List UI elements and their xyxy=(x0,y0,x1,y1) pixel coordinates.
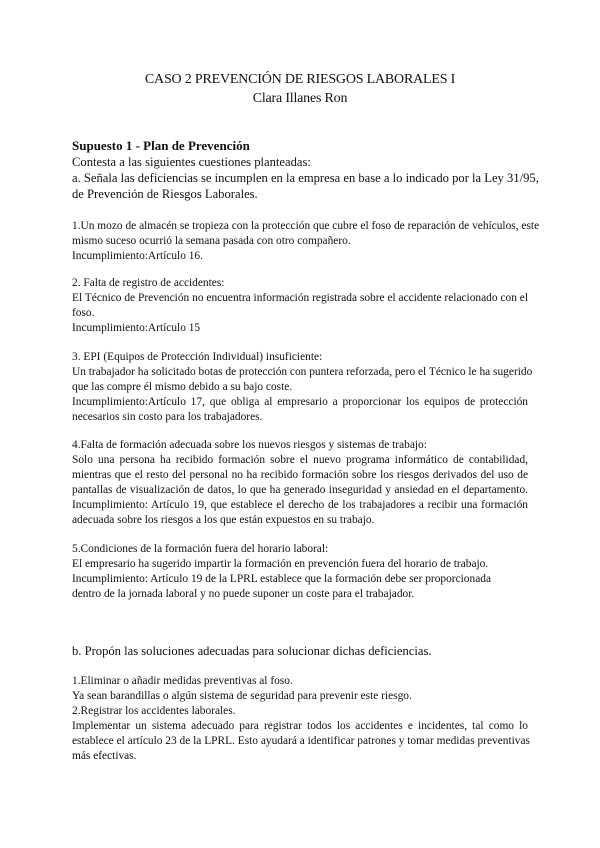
item-3-line: que las compre él mismo debido a su bajo coste. xyxy=(72,381,293,393)
item-4-line: adecuada sobre los riesgos a los que están expuestos en su trabajo. xyxy=(72,514,375,526)
item-4-line: 4.Falta de formación adecuada sobre los nuevos riesgos y sistemas de trabajo: xyxy=(72,439,427,451)
item-1-line: 1.Un mozo de almacén se tropieza con la protección que cubre el foso de reparación de vehículos, este xyxy=(72,220,540,232)
question-a-line: de Prevención de Riesgos Laborales. xyxy=(72,187,258,201)
item-3-line: Incumplimiento:Artículo 17, que obliga al empresario a proporcionar los equipos de protección xyxy=(72,396,528,408)
item-2-line: 2. Falta de registro de accidentes: xyxy=(72,277,225,289)
intro-text: Contesta a las siguientes cuestiones planteadas: xyxy=(72,155,311,169)
item-1-line: Incumplimiento:Artículo 16. xyxy=(72,250,203,262)
item-5-line: 5.Condiciones de la formación fuera del horario laboral: xyxy=(72,543,329,555)
section-heading: Supuesto 1 - Plan de Prevención xyxy=(72,138,250,153)
document-title: CASO 2 PREVENCIÓN DE RIESGOS LABORALES I xyxy=(144,72,456,87)
item-5-line: Incumplimiento: Artículo 19 de la LPRL establece que la formación debe ser proporcionada xyxy=(72,573,491,585)
item-2-line: Incumplimiento:Artículo 15 xyxy=(72,322,201,334)
item-3-line: Un trabajador ha solicitado botas de protección con puntera reforzada, pero el Técnico le ha sugerido xyxy=(72,366,533,378)
item-4-line: Incumplimiento: Artículo 19, que establece el derecho de los trabajadores a recibir una formación xyxy=(72,499,528,511)
item-4-line: Solo una persona ha recibido formación sobre el nuevo programa informático de contabilidad, xyxy=(72,454,528,466)
item-5-line: El empresario ha sugerido impartir la formación en prevención fuera del horario de trabajo. xyxy=(72,558,489,570)
document-author: Clara Illanes Ron xyxy=(252,91,348,106)
solution-line: 2.Registrar los accidentes laborales. xyxy=(72,705,236,717)
item-3-line: necesarios sin costo para los trabajadores. xyxy=(72,411,263,423)
solution-line: Implementar un sistema adecuado para registrar todos los accidentes e incidentes, tal como lo xyxy=(72,720,528,732)
item-4-line: mientras que el resto del personal no ha recibido formación sobre los riesgos derivados del uso de xyxy=(72,469,528,481)
item-5-line: dentro de la jornada laboral y no puede suponer un coste para el trabajador. xyxy=(72,588,415,600)
item-2-line: El Técnico de Prevención no encuentra información registrada sobre el accidente relacionado con el xyxy=(72,292,528,304)
solution-line: más efectivas. xyxy=(72,750,137,762)
item-3-line: 3. EPI (Equipos de Protección Individual) insuficiente: xyxy=(72,351,323,363)
question-a-line: a. Señala las deficiencias se incumplen en la empresa en base a lo indicado por la Ley 31/95, xyxy=(72,171,539,185)
solution-line: establece el artículo 23 de la LPRL. Esto ayudará a identificar patrones y tomar medidas preventivas xyxy=(72,735,530,747)
item-1-line: mismo suceso ocurrió la semana pasada con otro compañero. xyxy=(72,235,351,247)
solution-line: 1.Eliminar o añadir medidas preventivas al foso. xyxy=(72,675,293,687)
solution-line: Ya sean barandillas o algún sistema de seguridad para prevenir este riesgo. xyxy=(72,690,412,702)
item-4-line: pantallas de visualización de datos, lo que ha generado inseguridad y ansiedad en el departamento. xyxy=(72,484,528,496)
item-2-line: foso. xyxy=(72,307,95,319)
question-b: b. Propón las soluciones adecuadas para solucionar dichas deficiencias. xyxy=(72,644,432,658)
